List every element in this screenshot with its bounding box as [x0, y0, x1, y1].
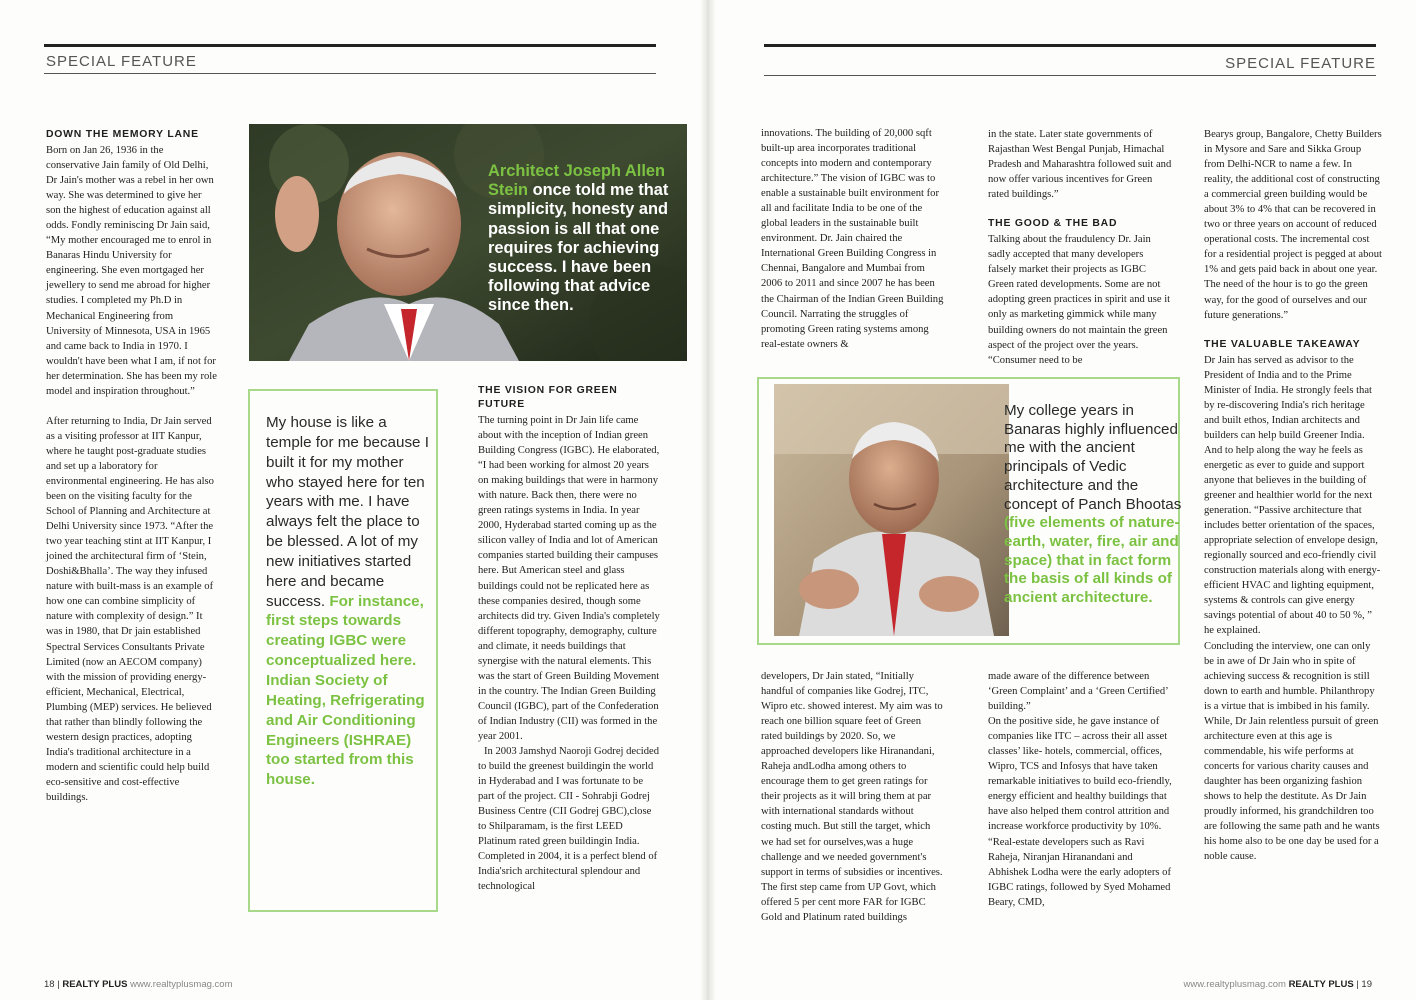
portrait-photo-quote: [249, 124, 687, 361]
page-footer: www.realtyplusmag.com REALTY PLUS | 19: [1183, 979, 1372, 990]
photo-pull-quote: [488, 162, 674, 316]
header-rule-thin: [44, 73, 656, 74]
section-heading: THE VISION FOR GREEN FUTURE: [478, 385, 618, 410]
section-heading: THE VALUABLE TAKEAWAY: [1204, 338, 1361, 350]
paragraph: “Real-estate developers such as Ravi Raheja, Niranjan Hiranandani and Abhishek Lodha were the early adopters of IGBC ratings, followed by Syed Mohamed Beary, CMD,: [988, 836, 1171, 908]
quote-highlight: For instance, first steps towards creating IGBC were conceptualized here. Indian Society of Heating, Refrigerating and Air Conditioning Engineers (ISHRAE) too started from this house.: [266, 592, 425, 789]
speaking-portrait: [774, 384, 1009, 636]
page-number: 19: [1361, 979, 1372, 990]
paragraph: made aware of the difference between ‘Green Complaint’ and a ‘Green Certified’ building.”: [988, 671, 1168, 713]
paragraph: On the positive side, he gave instance of companies like ITC – across their all asset classes’ like- hotels, commercial, offices, Wipro, TCS and Infosys that have taken remarkable initiatives to build eco-friendly, energy efficient and healthy buildings that have also helped them control attrition and increase workforce productivity by 10%.: [988, 716, 1172, 833]
paragraph: In 2003 Jamshyd Naoroji Godrej decided to build the greenest buildingin the world in Hyderabad and I was fortunate to be part of the project. CII - Sohrabji Godrej Business Centre (CII Godrej GBC),close to Shilparamam, is the first LEED Platinum rated green buildingin India. Completed in 2004, it is a perfect blend of India'srich architectural splendour and technological: [478, 746, 660, 893]
quote-highlight: Architect Joseph Allen Stein: [488, 162, 665, 200]
pull-quote-box: [248, 389, 438, 912]
spine-gutter: [700, 0, 716, 1000]
column-positive-side: [988, 669, 1172, 925]
quote-text: My college years in Banaras highly influenced me with the ancient principals of Vedic architecture and the concept of Panch Bhootas: [1004, 402, 1182, 513]
page-footer: 18 | REALTY PLUS www.realtyplusmag.com: [44, 979, 233, 990]
header-rule-thick: [44, 44, 656, 47]
photo-quote-box: [757, 377, 1180, 645]
paragraph: After returning to India, Dr Jain served as a visiting professor at IIT Kanpur, where he taught post-graduate studies and set up a laboratory for environmental engineering. He has also been on the visiting faculty for the School of Planning and Architecture at Delhi University since 1973. “After the two year teaching stint at IIT Kanpur, I joined the architectural firm of ‘Stein, Doshi&Bhalla’. The way they infused nature with built-mass is an example of how one can combine simplicity of nature with complexity of design.” It was in 1980, that Dr jain established Spectral Services Consultants Private Limited (now an AECOM company) with the mission of providing energy-efficient, Mechanical, Electrical, Plumbing (MEP) services. He believed that rather than blindly following the western design practices, adopting India's traditional architecture in a modern and scientific could help build eco-sensitive and cost-effective buildings.: [46, 415, 214, 803]
section-label: SPECIAL FEATURE: [46, 53, 197, 70]
column-vision: [478, 384, 660, 910]
paragraph: Bearys group, Bangalore, Chetty Builders in Mysore and Sare and Sikka Group from Delhi-NCR to name a few. In reality, the additional cost of constructing a commercial green building would be about 3% to 4% that can be recovered in two or three years on account of reduced operational costs. The incremental cost for a residential project is pegged at about 1% and gets paid back in about one year. The need of the hour is to go the green way, for the good of ourselves and our future generations.”: [1204, 129, 1382, 321]
paragraph: The turning point in Dr Jain life came about with the inception of Indian green Building Congress (IGBC). He elaborated, “I had been working for almost 20 years on making buildings that were in harmony with nature. Back then, there were no green ratings systems in India. In year 2000, Hyderabad started coming up as the silicon valley of India and lot of American companies started building their campuses here. But American steel and glass buildings could not be replicated here as these companies desired, though some architects did try. Given India's completely different topography, demography, culture and climate, it needs buildings that synergise with the natural elements. This was the start of Green Building Movement in the country. The Indian Green Building Council (IGBC), part of the Confederation of Indian Industry (CII) was formed in the year 2001.: [478, 415, 660, 742]
column-good-bad: [988, 127, 1174, 383]
paragraph: Born on Jan 26, 1936 in the conservative Jain family of Old Delhi, Dr Jain's mother was a rebel in her own way. She was determined to give her son the highest of education against all odds. Fondly reminiscing Dr Jain said, “My mother encouraged me to enrol in Banaras Hindu University for engineering. She even mortgaged her jewellery to send me abroad for higher studies. I completed my Ph.D in Mechanical Engineering from University of Minnesota, USA in 1965 and came back to India in 1970. I wouldn't have been what I am, if not for her determination. She has been my role model and inspiration throughout.”: [46, 145, 217, 397]
quote-text: once told me that simplicity, honesty and passion is all that one requires for achieving success. I have been following that advice since then.: [488, 181, 669, 315]
pull-quote-text: [1004, 402, 1182, 608]
brand-name: REALTY PLUS: [62, 979, 128, 990]
page-number: 18: [44, 979, 55, 990]
quote-highlight: (five elements of nature- earth, water, fire, air and space) that in fact form the basis of all kinds of ancient architecture.: [1004, 514, 1180, 607]
pull-quote-text: [266, 413, 430, 790]
section-heading: DOWN THE MEMORY LANE: [46, 129, 199, 140]
section-heading: THE GOOD & THE BAD: [988, 218, 1118, 230]
left-page: [0, 0, 700, 1000]
header-rule-thick: [764, 44, 1376, 47]
column-takeaway: [1204, 127, 1382, 879]
paragraph: developers, Dr Jain stated, “Initially handful of companies like Godrej, ITC, Wipro etc. showed interest. My aim was to reach one billion square feet of Green rated buildings by 2020. So, we approached developers like Hiranandani, Raheja andLodha among others to encourage them to get green ratings for their projects as it will bring them at par with international standards without costing much. But still the target, which we had set for ourselves,was a huge challenge and we needed government's support in terms of subsidies or incentives. The first step came from UP Govt, which offered 5 per cent more FAR for IGBC Gold and Platinum rated buildings: [761, 671, 943, 923]
portrait-image: [774, 384, 1009, 636]
header-rule-thin: [764, 75, 1376, 76]
paragraph: Dr Jain has served as advisor to the President of India and to the Prime Minister of India. He strongly feels that by re-discovering India's rich heritage and built ethos, Indian architects and builders can help build Greener India. And to help along the way he feels as energetic as ever to guide and support anyone that believes in the building of greener and healthier world for the next generation. “Passive architecture that includes better orientation of the spaces, appropriate selection of envelope design, regionally sourced and eco-friendly civil construction materials along with energy-efficient HVAC and lighting equipment, systems & controls can give energy savings potential of about 40 to 50 %, ” he explained.: [1204, 354, 1381, 637]
website-url: www.realtyplusmag.com: [1183, 979, 1286, 990]
paragraph: innovations. The building of 20,000 sqft built-up area incorporates traditional concepts into modern and contemporary architecture.” The vision of IGBC was to enable a sustainable built environment for all and facilitate India to be one of the global leaders in the sustainable built environment. Dr. Jain chaired the International Green Building Congress in Chennai, Bangalore and Mumbai from 2006 to 2011 and since 2007 he has been the Chairman of the Indian Green Building Council. Narrating the struggles of promoting Green rating systems among real-estate owners &: [761, 128, 944, 350]
column-memory-lane: [46, 128, 218, 820]
paragraph: Talking about the fraudulency Dr. Jain sadly accepted that many developers falsely market their projects as IGBC Green rated developments. Some are not adopting green practices in spirit and use it only as marketing gimmick while many building owners do not maintain the green aspect of the project over the years. “Consumer need to be: [988, 234, 1171, 366]
quote-text: My house is like a temple for me because I built it for my mother who stayed here for ten years with me. I have always felt the place to be blessed. A lot of my new initiatives started here and became success.: [266, 414, 429, 610]
paragraph: in the state. Later state governments of Rajasthan West Bengal Punjab, Himachal Pradesh and Maharashtra followed suit and now offer various incentives for Green rated buildings.”: [988, 129, 1172, 201]
column-igbc-vision: [761, 126, 946, 367]
section-label: SPECIAL FEATURE: [1225, 55, 1376, 72]
website-url: www.realtyplusmag.com: [130, 979, 233, 990]
paragraph: Concluding the interview, one can only be in awe of Dr Jain who in spite of achieving success & recognition is still down to earth and humble. Philanthropy is a virtue that is imbibed in his family. While, Dr Jain relentless pursuit of green architecture even at this age is commendable, his wife performs at concerts for various charity causes and daughter has been organizing fashion shows to help the destitute. As Dr Jain proudly informed, his grandchildren too are following the same path and he wants his home also to be one day be used for a noble cause.: [1204, 640, 1380, 863]
brand-name: REALTY PLUS: [1288, 979, 1354, 990]
right-page: [716, 0, 1416, 1000]
column-developers: [761, 669, 943, 940]
